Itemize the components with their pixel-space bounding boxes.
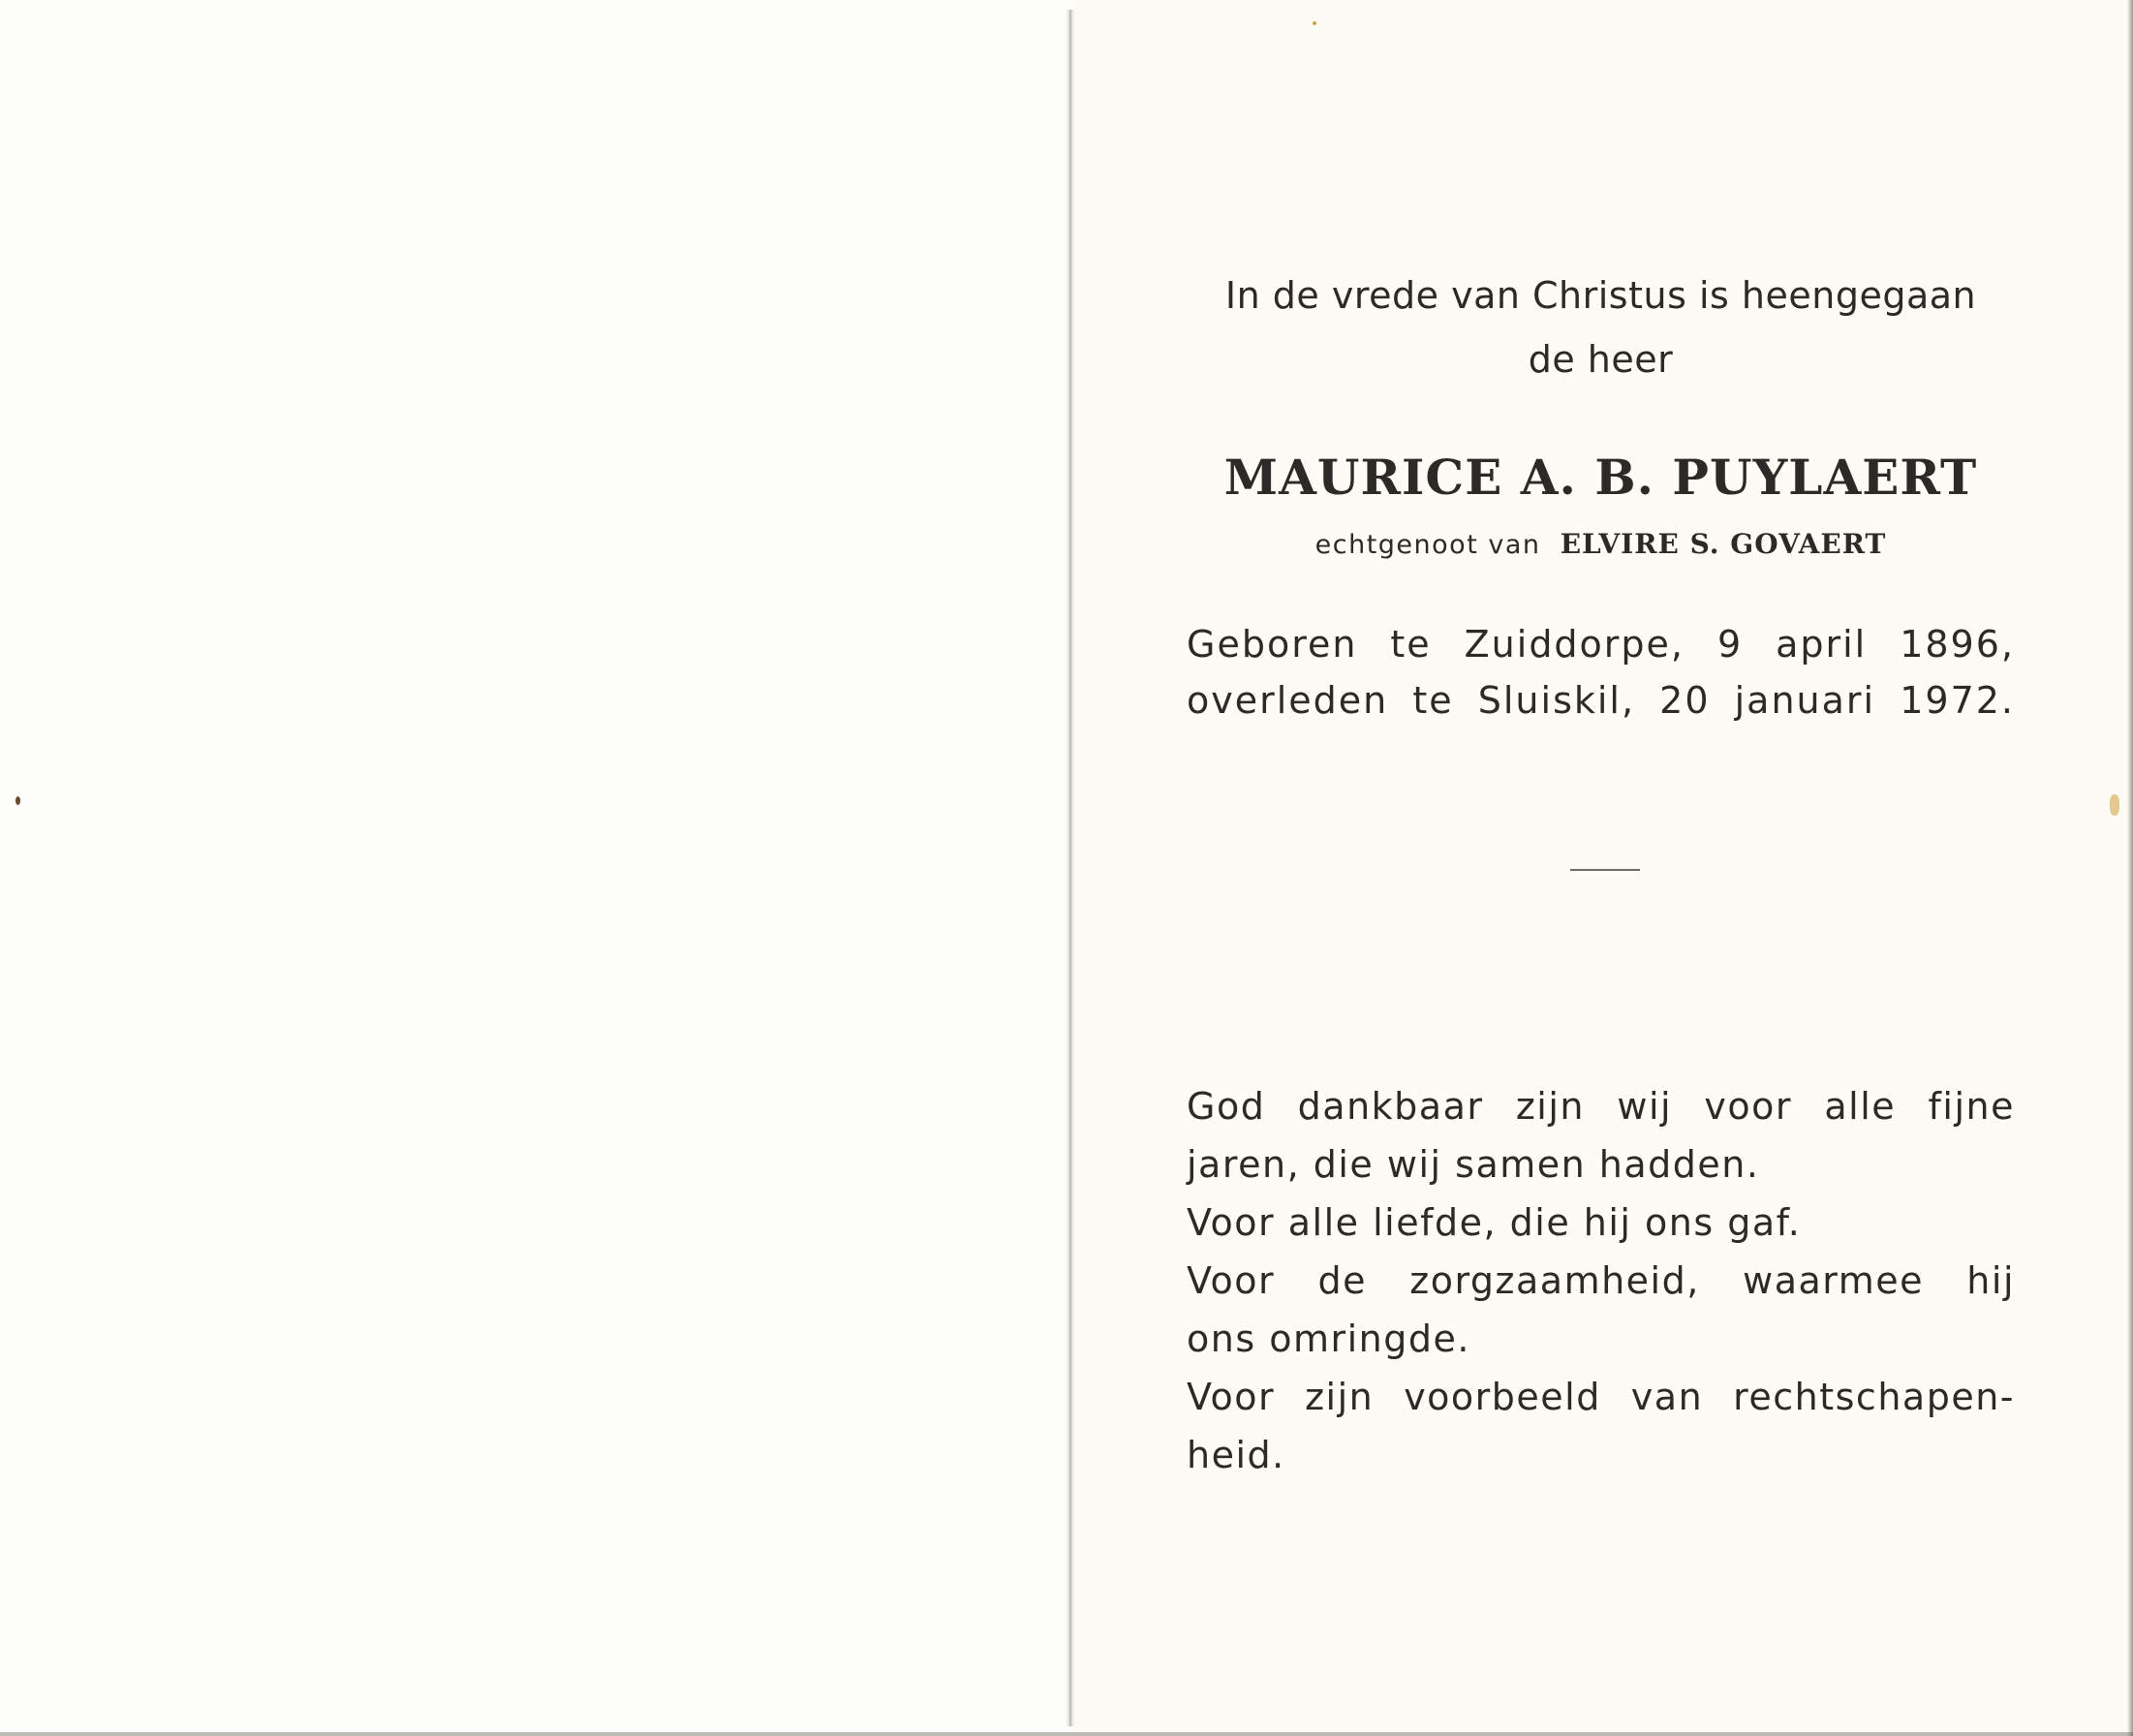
intro-line: In de vrede van Christus is heengegaan: [1224, 274, 1977, 317]
verse-line: Voor de zorgzaamheid, waarmee hij: [1187, 1259, 2015, 1302]
life-dates: [1187, 616, 2015, 728]
gratitude-verse: [1187, 1077, 2015, 1484]
verse-line: jaren, die wij samen hadden.: [1187, 1143, 1760, 1186]
bottom-edge-shadow: [0, 1732, 2133, 1736]
born-line: Geboren te Zuiddorpe, 9 april 1896,: [1187, 623, 2015, 666]
died-line: overleden te Sluiskil, 20 januari 1972.: [1187, 679, 2015, 722]
spouse-line: [1187, 523, 2015, 567]
intro-line: de heer: [1528, 338, 1674, 381]
deceased-name: MAURICE A. B. PUYLAERT: [1223, 449, 1978, 506]
verse-line: ons omringde.: [1187, 1318, 1470, 1360]
divider-rule: [1570, 869, 1640, 871]
spouse-prefix: echtgenoot van: [1314, 530, 1541, 560]
paper-speck: [1313, 21, 1316, 25]
right-edge-shadow: [2127, 0, 2133, 1736]
verse-line: heid.: [1187, 1434, 1285, 1476]
paper-speck: [15, 796, 20, 805]
center-fold: [1066, 10, 1075, 1726]
intro-text: [1187, 264, 2015, 391]
verse-line: Voor alle liefde, die hij ons gaf.: [1187, 1201, 1802, 1244]
verse-line: God dankbaar zijn wij voor alle fijne: [1187, 1085, 2015, 1128]
paper-stain: [2110, 794, 2119, 816]
verse-line: Voor zijn voorbeeld van rechtschapen-: [1187, 1376, 2015, 1418]
spouse-name: ELVIRE S. GOVAERT: [1560, 528, 1887, 560]
